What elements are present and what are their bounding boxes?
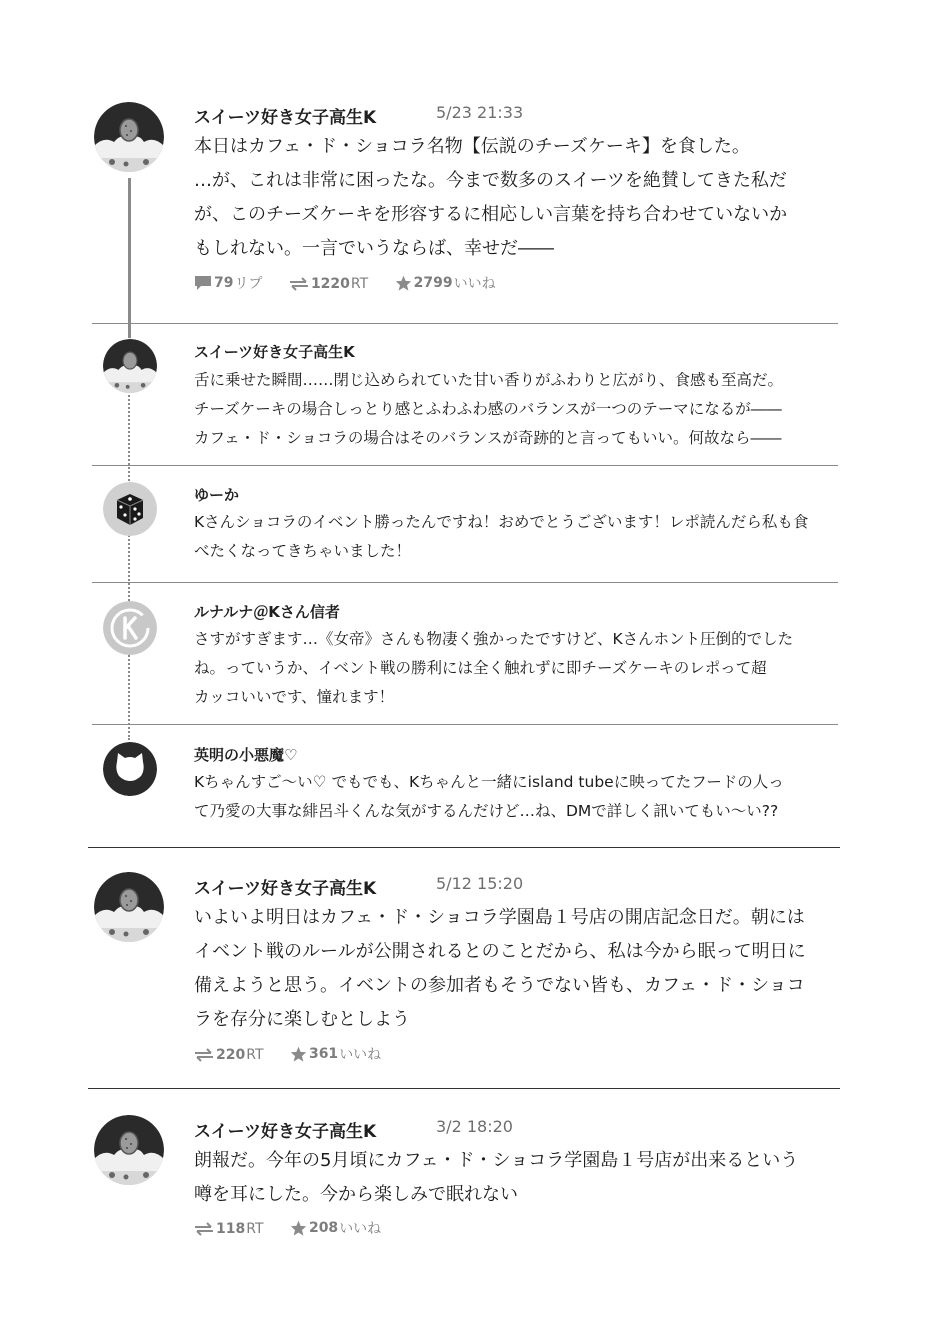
- reply-line: Kちゃんすご～い♡ でもでも、Kちゃんと一緒にisland tubeに映ってたフードの人っ: [194, 773, 784, 791]
- cake-avatar[interactable]: [94, 1115, 164, 1185]
- dice-avatar[interactable]: [103, 482, 157, 536]
- retweet-icon: [289, 277, 309, 291]
- cake-icon: [94, 1115, 164, 1185]
- author-name[interactable]: ゆーか: [194, 486, 240, 504]
- cat-icon: [103, 742, 157, 796]
- post-timestamp: 3/2 18:20: [436, 1117, 513, 1136]
- like-button[interactable]: [290, 1218, 381, 1238]
- star-icon: [290, 1046, 307, 1062]
- divider: [92, 465, 838, 466]
- reply-text: [194, 366, 783, 453]
- reply-text: [194, 508, 808, 566]
- reply-text: [194, 625, 793, 712]
- author-name[interactable]: 英明の小悪魔♡: [194, 746, 298, 764]
- reply-button[interactable]: [194, 273, 262, 293]
- reply-bubble-icon: [194, 275, 212, 291]
- post-line: イベント戦のルールが公開されるとのことだから、私は今から眠って明日に: [194, 941, 806, 962]
- cake-avatar[interactable]: [94, 872, 164, 942]
- reply-line: ね。っていうか、イベント戦の勝利には全く触れずに即チーズケーキのレポって超: [194, 659, 767, 677]
- dice-icon: [103, 482, 157, 536]
- post-line: 噂を耳にした。今から楽しみで眠れない: [194, 1184, 518, 1205]
- reply-count: 79: [214, 275, 234, 291]
- cake-avatar[interactable]: [103, 339, 157, 393]
- divider: [92, 323, 838, 324]
- post-text: [194, 1144, 798, 1212]
- reply-line: カフェ・ド・ショコラの場合はそのバランスが奇跡的と言ってもいい。何故なら――: [194, 429, 782, 447]
- reply-line: Kさんショコラのイベント勝ったんですね！おめでとうございます！レポ読んだら私も食: [194, 513, 809, 531]
- post-stats: [194, 273, 518, 295]
- author-name[interactable]: ルナルナ＠Kさん信者: [194, 603, 340, 621]
- like-count: 208: [308, 1220, 339, 1236]
- reply-text: [194, 768, 784, 826]
- retweet-count: 220: [216, 1047, 246, 1063]
- reply-label: リプ: [234, 276, 263, 292]
- reply-line: べたくなってきちゃいました！: [194, 542, 412, 560]
- divider: [92, 582, 838, 583]
- author-name[interactable]: スイーツ好き女子高生K: [194, 108, 377, 128]
- post-line: もしれない。一言でいうならば、幸せだ――: [194, 238, 554, 259]
- retweet-button[interactable]: [194, 1221, 264, 1237]
- reply-line: 舌に乗せた瞬間……閉じ込められていた甘い香りがふわりと広がり、食感も至高だ。: [194, 371, 784, 389]
- retweet-icon: [194, 1048, 214, 1062]
- thread-connector-dotted: [128, 384, 130, 740]
- post-stats: [194, 1218, 403, 1240]
- retweet-count: 1220: [310, 276, 350, 292]
- post-text: [194, 130, 787, 266]
- cake-icon: [94, 102, 164, 172]
- cat-avatar[interactable]: [103, 742, 157, 796]
- like-label: いいね: [339, 1047, 382, 1063]
- post-timestamp: 5/23 21:33: [436, 103, 524, 122]
- post-line: が、このチーズケーキを形容するに相応しい言葉を持ち合わせていないか: [194, 204, 788, 225]
- retweet-count: 118: [216, 1221, 246, 1237]
- like-count: 361: [308, 1046, 339, 1062]
- like-count: 2799: [413, 275, 453, 291]
- post-timestamp: 5/12 15:20: [436, 874, 524, 893]
- retweet-label: RT: [246, 1221, 264, 1237]
- like-label: いいね: [453, 276, 496, 292]
- post-line: ラを存分に楽しむとしよう: [194, 1009, 410, 1030]
- author-name[interactable]: スイーツ好き女子高生K: [194, 1122, 377, 1142]
- k-logo-icon: [103, 601, 157, 655]
- post-line: いよいよ明日はカフェ・ド・ショコラ学園島１号店の開店記念日だ。朝には: [194, 907, 805, 928]
- like-button[interactable]: [290, 1044, 381, 1064]
- reply-line: カッコいいです、憧れます！: [194, 688, 395, 706]
- cake-icon: [94, 872, 164, 942]
- star-icon: [395, 275, 412, 291]
- cake-avatar[interactable]: [94, 102, 164, 172]
- retweet-label: RT: [350, 276, 369, 292]
- like-button[interactable]: [395, 273, 496, 293]
- reply-line: さすがすぎます…《女帝》さんも物凄く強かったですけど、Kさんホント圧倒的でした: [194, 630, 794, 648]
- reply-line: チーズケーキの場合しっとり感とふわふわ感のバランスが一つのテーマになるが――: [194, 400, 782, 418]
- like-label: いいね: [339, 1221, 382, 1237]
- retweet-button[interactable]: [289, 276, 368, 292]
- retweet-icon: [194, 1222, 214, 1236]
- section-divider: [88, 1088, 840, 1089]
- k-logo-avatar[interactable]: [103, 601, 157, 655]
- retweet-button[interactable]: [194, 1047, 264, 1063]
- section-divider: [88, 847, 840, 848]
- post-line: 備えようと思う。イベントの参加者もそうでない皆も、カフェ・ド・ショコ: [194, 975, 805, 996]
- post-line: 本日はカフェ・ド・ショコラ名物【伝説のチーズケーキ】を食した。: [194, 136, 750, 157]
- retweet-label: RT: [246, 1047, 264, 1063]
- post-line: …が、これは非常に困ったな。今まで数多のスイーツを絶賛してきた私だ: [194, 170, 787, 191]
- post-stats: [194, 1044, 403, 1066]
- thread-connector-line: [128, 178, 131, 338]
- reply-line: て乃愛の大事な緋呂斗くんな気がするんだけど…ね、DMで詳しく訊いてもい～い??: [194, 802, 779, 820]
- post-line: 朗報だ。今年の5月頃にカフェ・ド・ショコラ学園島１号店が出来るという: [194, 1150, 799, 1171]
- author-name[interactable]: スイーツ好き女子高生K: [194, 879, 377, 899]
- author-name[interactable]: スイーツ好き女子高生K: [194, 343, 355, 361]
- post-text: [194, 901, 806, 1037]
- cake-icon: [103, 339, 157, 393]
- divider: [92, 724, 838, 725]
- star-icon: [290, 1220, 307, 1236]
